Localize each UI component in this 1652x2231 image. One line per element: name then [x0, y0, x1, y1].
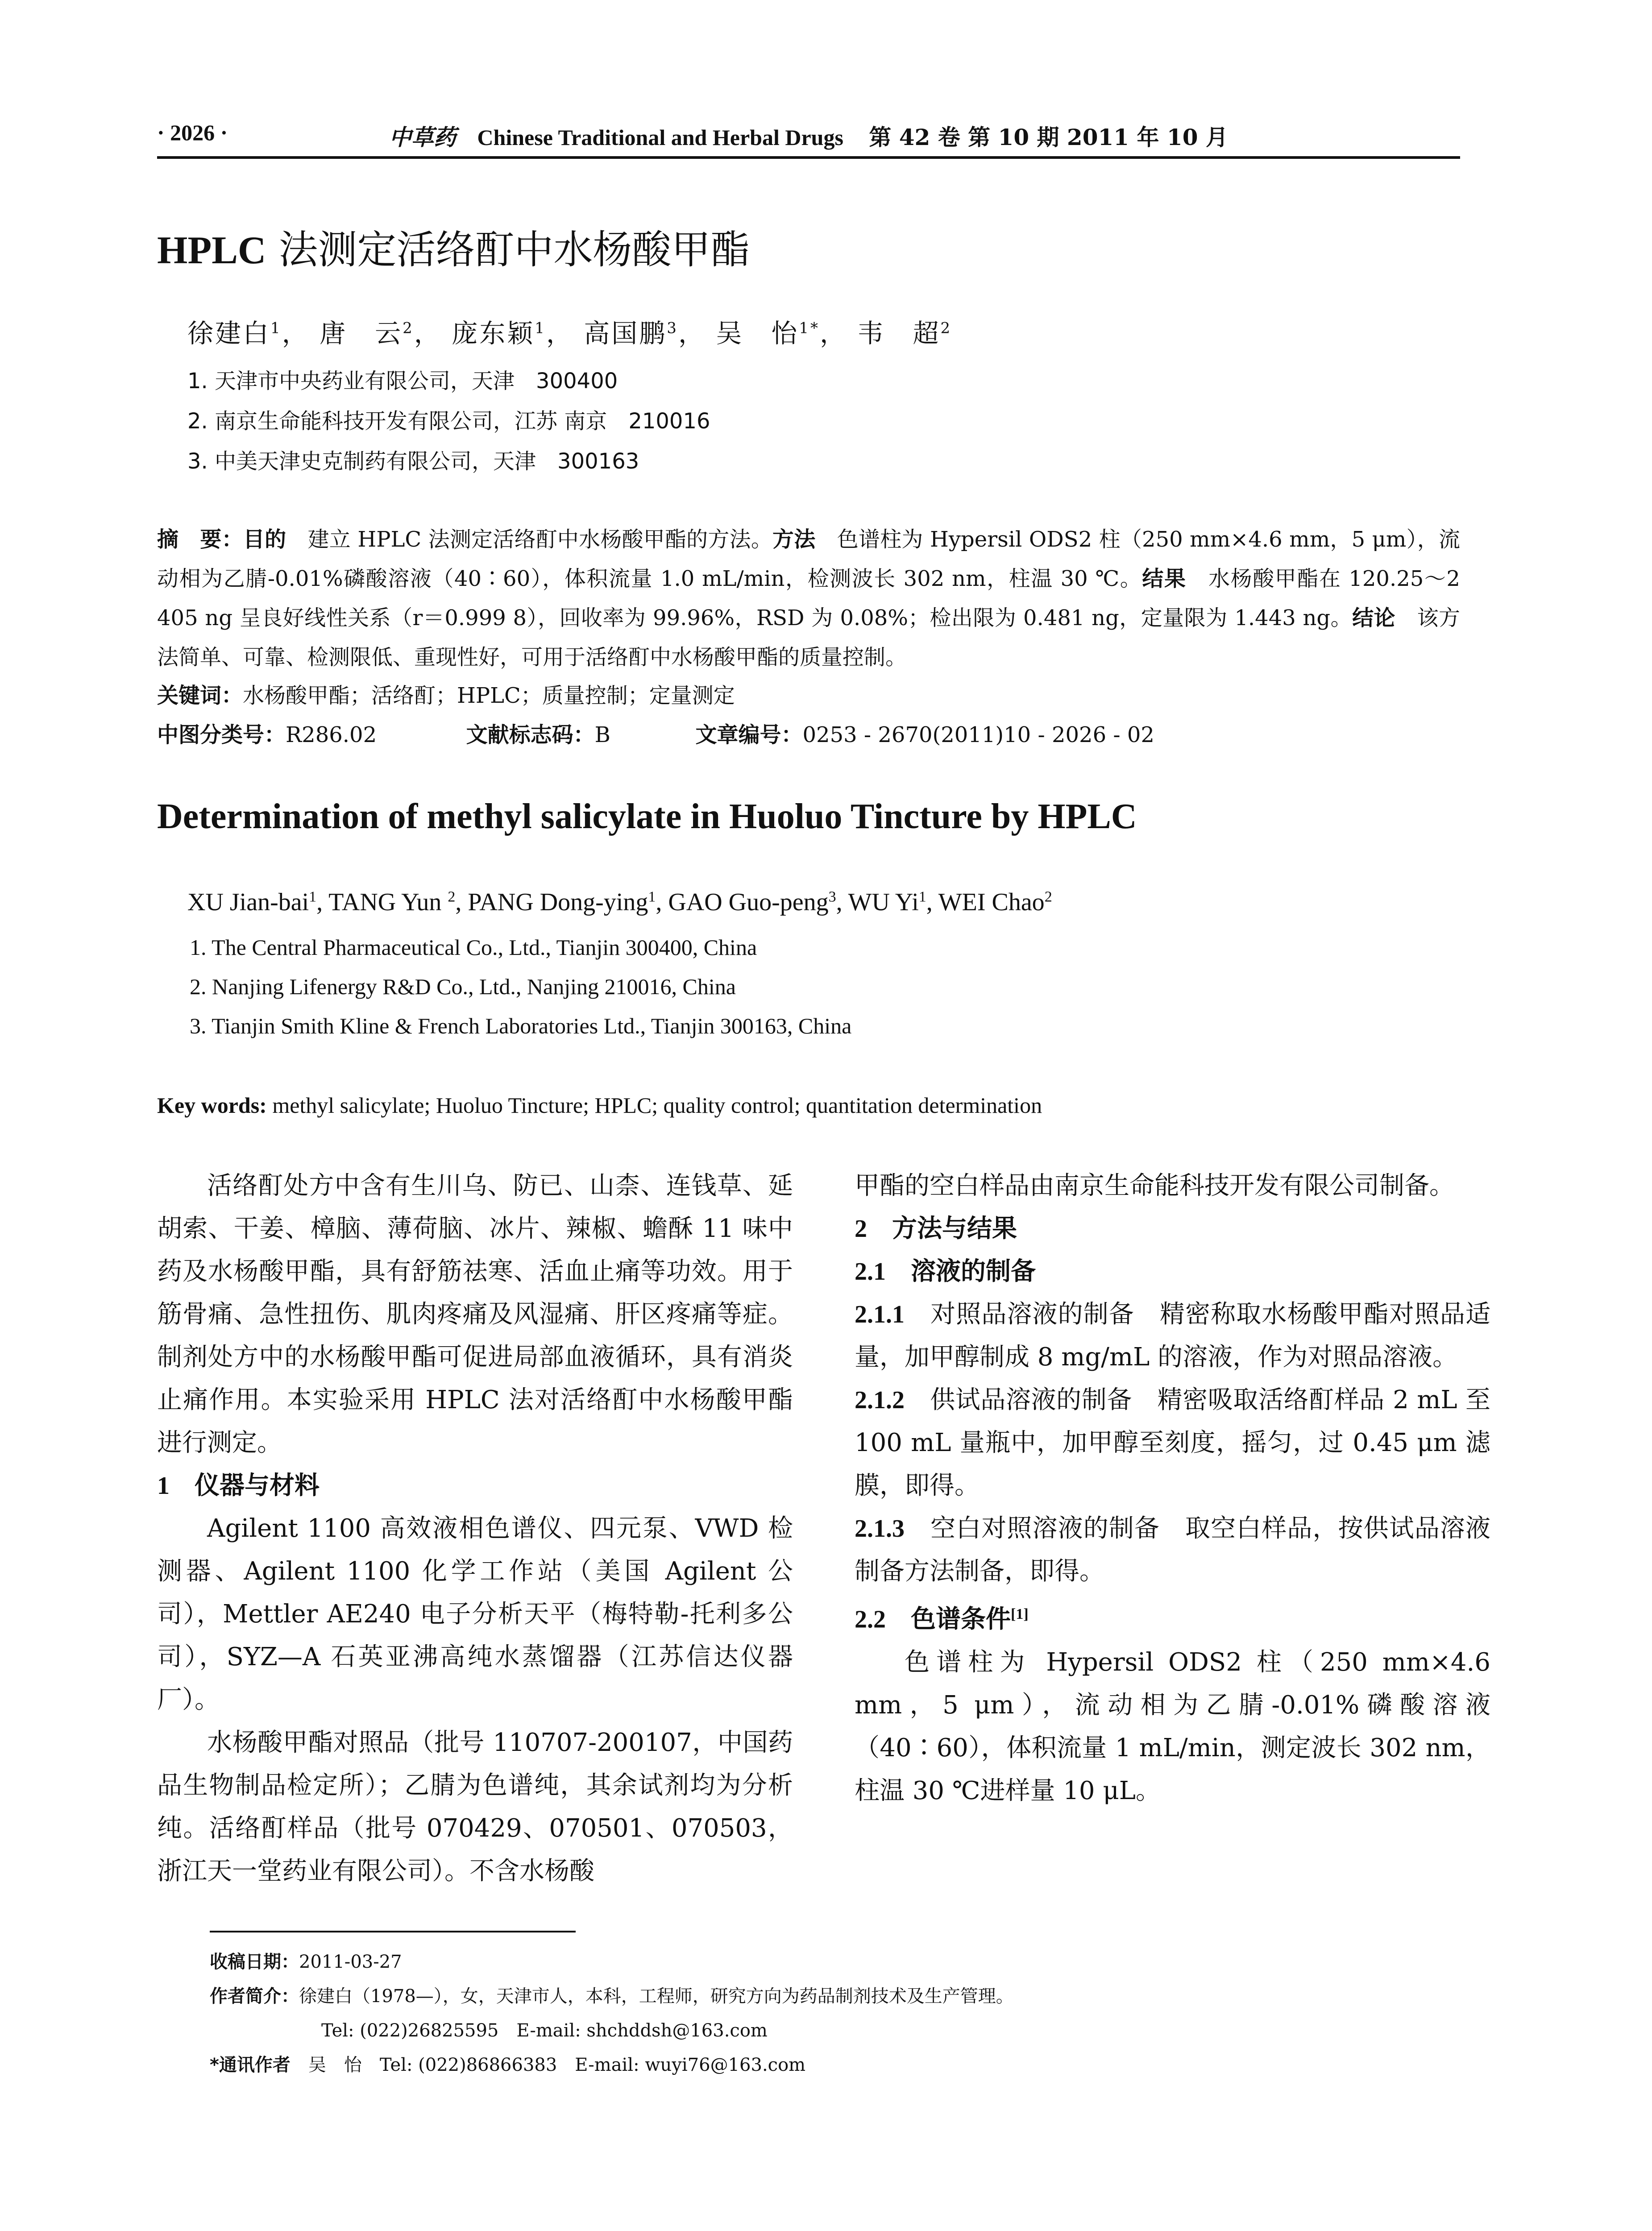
affiliation-en: 1. The Central Pharmaceutical Co., Ltd., Tianjin 300400, China	[190, 935, 757, 960]
result-label: 结果	[1142, 566, 1187, 591]
paragraph: 水杨酸甲酯对照品（批号 110707-200107，中国药品生物制品检定所）；乙腈为色谱纯，其余试剂均为分析纯。活络酊样品（批号 070429、070501、070503，浙江天一堂药业有限公司）。不含水杨酸	[157, 1728, 793, 1886]
footnote-received: 收稿日期：2011-03-27	[210, 1952, 402, 1972]
footnote-rule	[210, 1931, 576, 1932]
subsection-heading: 2.1 溶液的制备	[855, 1257, 1036, 1286]
title-cn-latin: HPLC	[157, 229, 266, 272]
affiliation-cn: 2. 南京生命能科技开发有限公司，江苏 南京 210016	[187, 409, 710, 434]
body-left-column	[157, 1165, 793, 1893]
authors-cn: 徐建白$^1$， 唐 云$^2$， 庞东颖$^1$， 高国鹏$^3$， 吴 怡$^{1*}$， 韦 超$^2$	[187, 318, 952, 348]
page-number: · 2026 ·	[157, 120, 228, 145]
paragraph: 色谱柱为 Hypersil ODS2 柱（250 mm×4.6 mm，5 μm），流动相为乙腈-0.01%磷酸溶液（40∶60），体积流量 1 mL/min，测定波长 302 nm，柱温 30 ℃进样量 10 μL。	[855, 1647, 1490, 1805]
keywords-en: Key words: methyl salicylate; Huoluo Tincture; HPLC; quality control; quantitation determination	[157, 1093, 1042, 1118]
header-rule	[157, 156, 1460, 159]
title-en: Determination of methyl salicylate in Huoluo Tincture by HPLC	[157, 797, 1137, 836]
author-cn: 高国鹏$^3$	[584, 318, 678, 348]
conclusion-text: 该方法简单、可靠、检测限低、重现性好，可用于活络酊中水杨酸甲酯的质量控制。	[157, 605, 1460, 670]
method-label: 方法	[772, 527, 816, 552]
affiliation-cn: 3. 中美天津史克制药有限公司，天津 300163	[187, 449, 639, 474]
issue-info: 第 42 卷 第 10 期 2011 年 10 月	[869, 124, 1228, 150]
paragraph: Agilent 1100 高效液相色谱仪、四元泵、VWD 检测器、Agilent 1100 化学工作站（美国 Agilent 公司），Mettler AE240 电子分析天平（梅特勒-托利多公司），SYZ—A 石英亚沸高纯水蒸馏器（江苏信达仪器厂）。	[157, 1514, 793, 1714]
journal-name-en: Chinese Traditional and Herbal Drugs	[477, 125, 843, 150]
authors-en: XU Jian-bai$^1$, TANG Yun $^2$, PANG Dong-ying$^1$, GAO Guo-peng$^3$, WU Yi$^1$, WEI Chao$^2$	[187, 888, 1052, 916]
result-text: 水杨酸甲酯在 120.25～2 405 ng 呈良好线性关系（r＝0.999 8），回收率为 99.96%，RSD 为 0.08%；检出限为 0.481 ng，定量限为 1.443 ng。	[157, 566, 1460, 630]
paragraph: 2.1.1 对照品溶液的制备 精密称取水杨酸甲酯对照品适量，加甲醇制成 8 mg/mL 的溶液，作为对照品溶液。	[855, 1300, 1490, 1372]
author-cn: 唐 云$^2$	[320, 318, 414, 348]
affiliation-en: 3. Tianjin Smith Kline & French Laboratories Ltd., Tianjin 300163, China	[190, 1013, 852, 1038]
body-right-column	[855, 1165, 1490, 1812]
section-heading: 1 仪器与材料	[157, 1471, 320, 1500]
footnote-bio: 作者简介：徐建白（1978—），女，天津市人，本科，工程师，研究方向为药品制剂技术及生产管理。	[210, 1986, 1014, 2007]
author-cn: 庞东颖$^1$	[452, 318, 546, 348]
section-heading: 2 方法与结果	[855, 1214, 1017, 1243]
conclusion-label: 结论	[1352, 605, 1396, 630]
intro-paragraph: 活络酊处方中含有生川乌、防已、山柰、连钱草、延胡索、干姜、樟脑、薄荷脑、冰片、辣椒、蟾酥 11 味中药及水杨酸甲酯，具有舒筋祛寒、活血止痛等功效。用于筋骨痛、急性扭伤、肌肉疼痛及风湿痛、肝区疼痛等症。制剂处方中的水杨酸甲酯可促进局部血液循环，具有消炎止痛作用。本实验采用 HPLC 法对活络酊中水杨酸甲酯进行测定。	[157, 1171, 793, 1457]
running-header	[157, 120, 1460, 155]
footnote-corresponding: *通讯作者 吴 怡 Tel: (022)86866383 E-mail: wuyi76@163.com	[210, 2055, 806, 2075]
classification-line: 中图分类号：R286.02 文献标志码：B 文章编号：0253 - 2670(2011)10 - 2026 - 02	[157, 722, 1154, 747]
footnote-contact: Tel: (022)26825595 E-mail: shchddsh@163.com	[321, 2020, 768, 2041]
affiliation-cn: 1. 天津市中央药业有限公司，天津 300400	[187, 369, 618, 394]
paragraph: 2.1.3 空白对照溶液的制备 取空白样品，按供试品溶液制备方法制备，即得。	[855, 1514, 1490, 1586]
aim-label: 目的	[243, 527, 286, 552]
paragraph: 甲酯的空白样品由南京生命能科技开发有限公司制备。	[855, 1171, 1454, 1200]
keywords-cn: 关键词：水杨酸甲酯；活络酊；HPLC；质量控制；定量测定	[157, 683, 735, 708]
title-cn	[157, 219, 750, 275]
method-text: 色谱柱为 Hypersil ODS2 柱（250 mm×4.6 mm，5 μm），流动相为乙腈-0.01%磷酸溶液（40∶60），体积流量 1.0 mL/min，检测波长 302 nm，柱温 30 ℃。	[157, 527, 1460, 591]
title-cn-rest: 法测定活络酊中水杨酸甲酯	[266, 227, 750, 273]
journal-name-cn: 中草药	[389, 124, 456, 150]
author-cn: 徐建白$^1$	[187, 318, 282, 348]
author-cn: 韦 超$^2$	[857, 318, 952, 348]
subsection-heading: 2.2 色谱条件[1]	[855, 1605, 1029, 1634]
author-cn: 吴 怡$^{1*}$	[716, 318, 820, 348]
paragraph: 2.1.2 供试品溶液的制备 精密吸取活络酊样品 2 mL 至 100 mL 量瓶中，加甲醇至刻度，摇匀，过 0.45 μm 滤膜，即得。	[855, 1385, 1490, 1500]
abstract-cn	[157, 520, 1460, 677]
abstract-label: 摘 要：	[157, 527, 243, 552]
affiliation-en: 2. Nanjing Lifenergy R&D Co., Ltd., Nanjing 210016, China	[190, 974, 736, 999]
aim-text: 建立 HPLC 法测定活络酊中水杨酸甲酯的方法。	[286, 527, 773, 552]
